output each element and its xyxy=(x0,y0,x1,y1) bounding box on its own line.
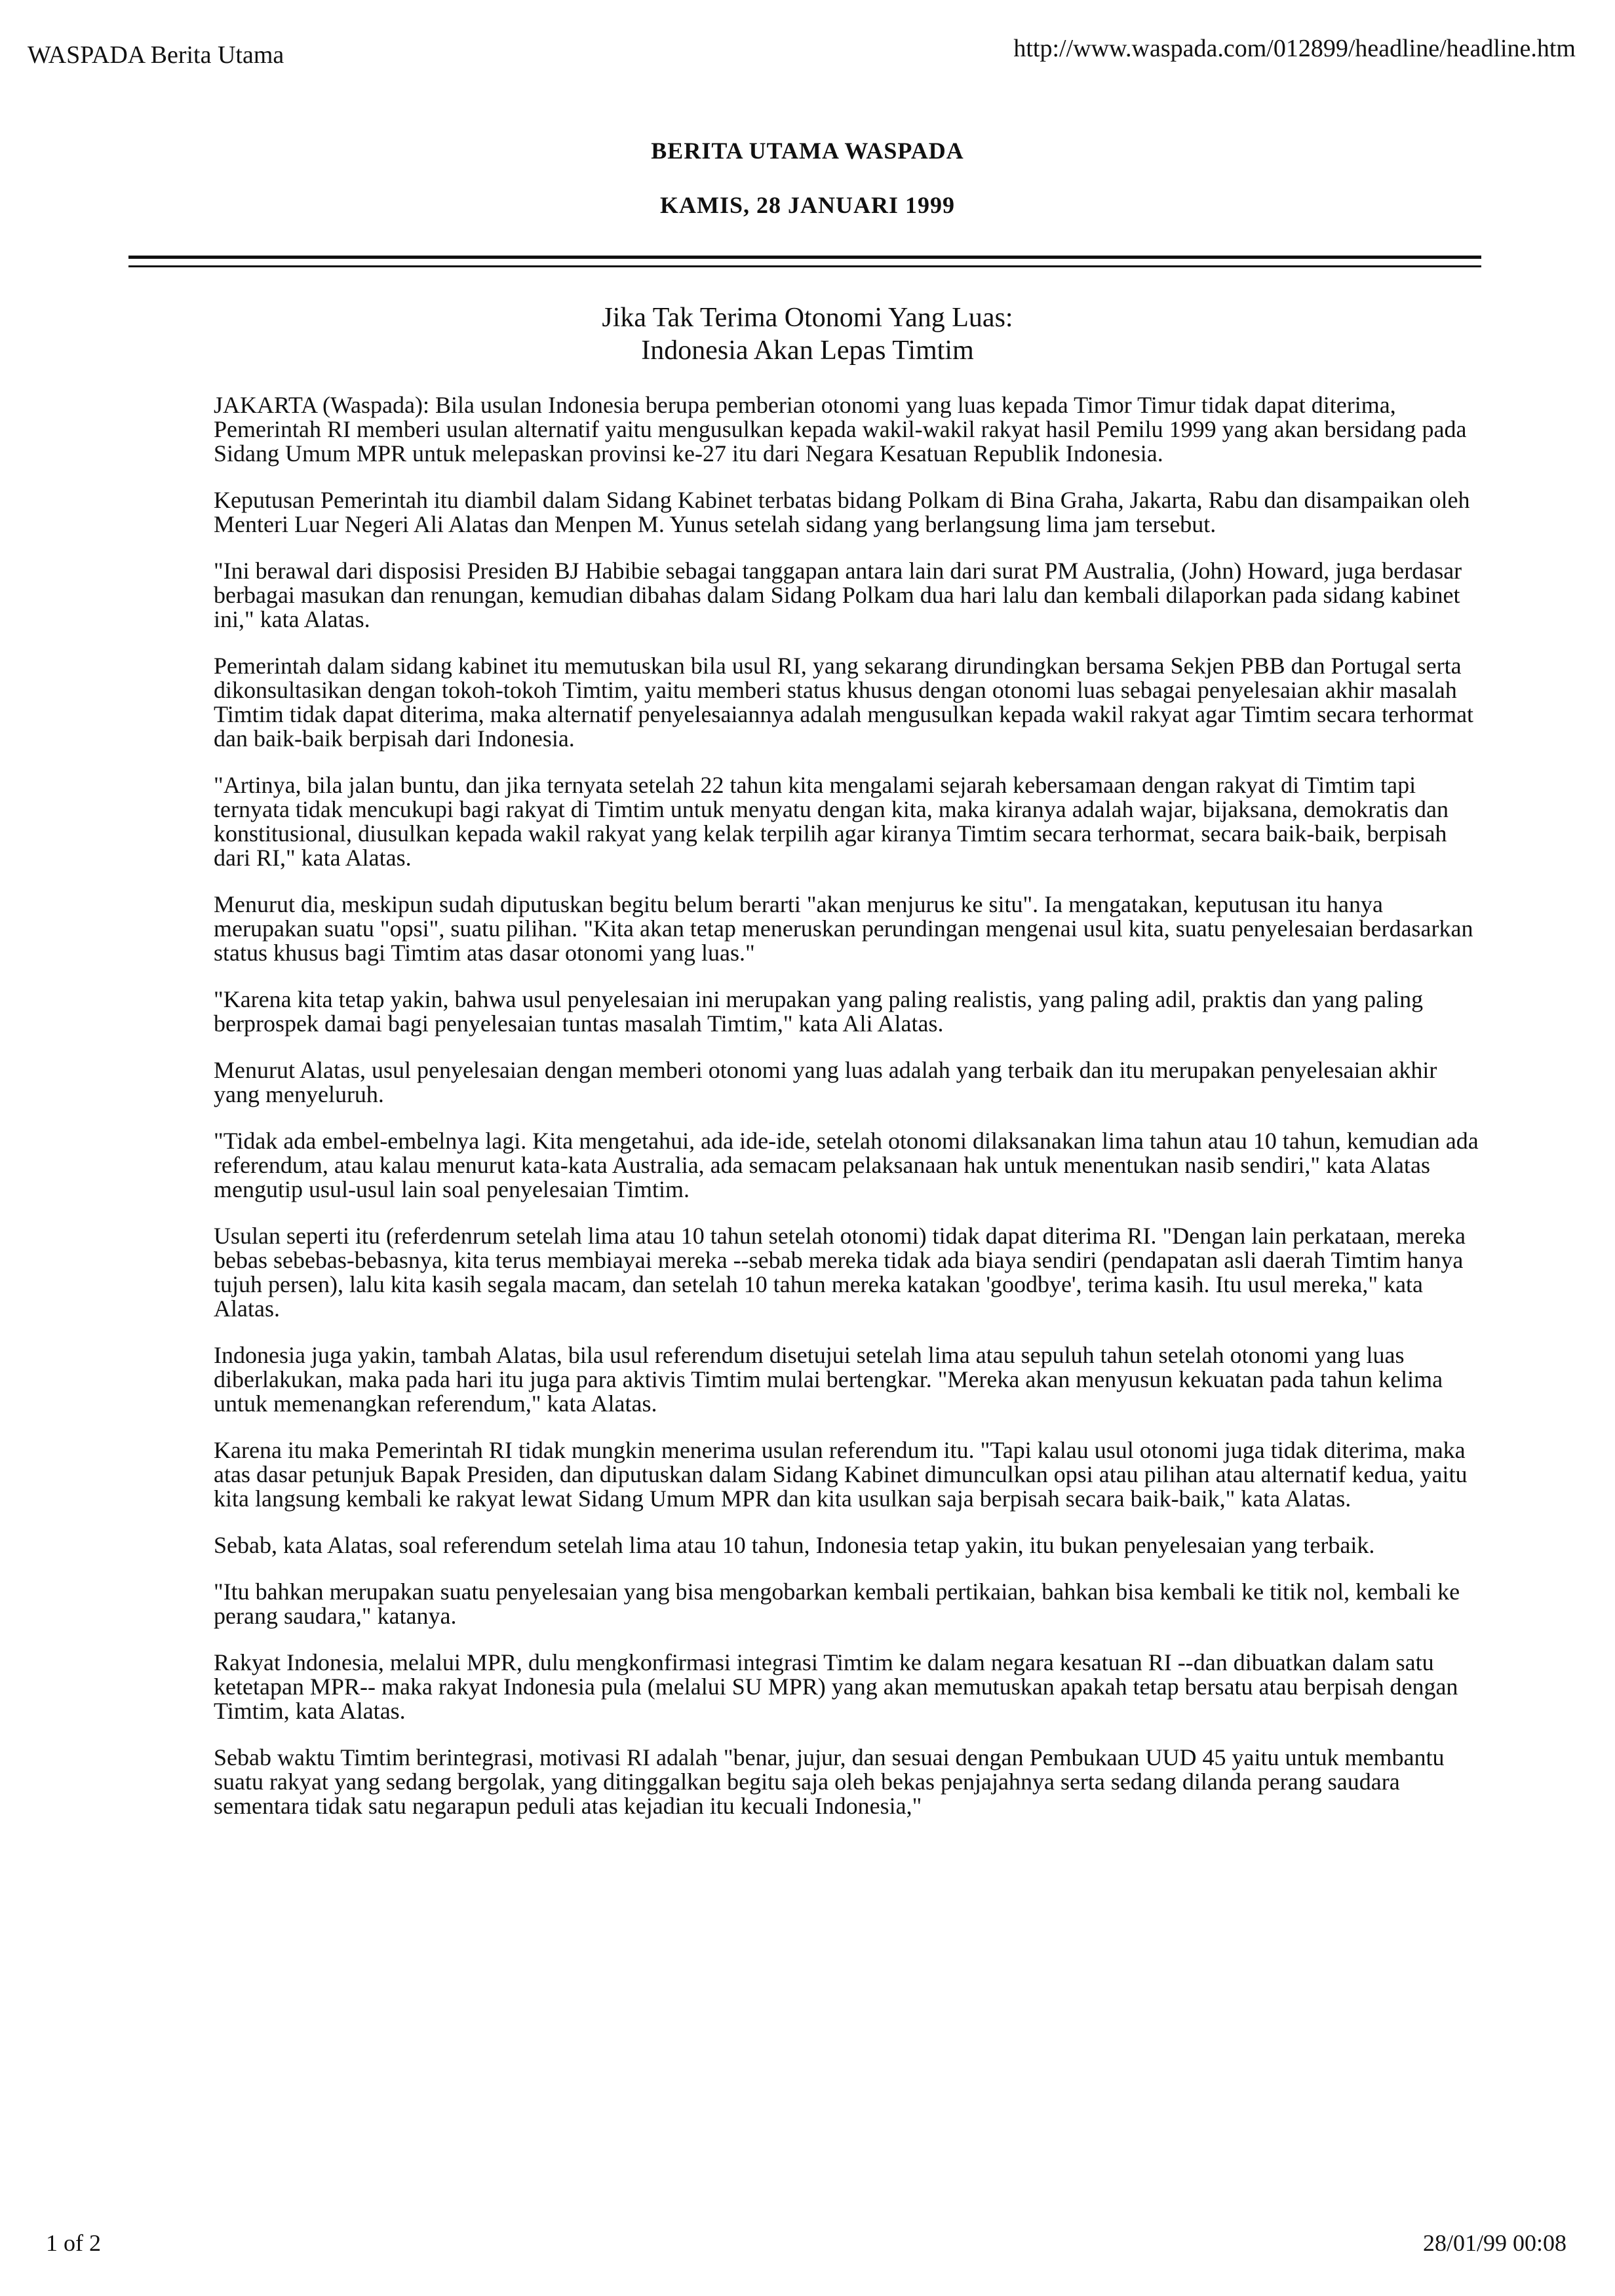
article-paragraph: Sebab waktu Timtim berintegrasi, motivasi RI adalah "benar, jujur, dan sesuai dengan Pembukaan UUD 45 yaitu untuk membantu suatu rakyat yang sedang bergolak, yang ditinggalkan begitu saja oleh bekas penjajahnya serta sedang dilanda perang saudara sementara tidak satu negarapun peduli atas kejadian itu kecuali Indonesia," xyxy=(214,1744,1445,1819)
article-paragraph: "Tidak ada embel-embelnya lagi. Kita mengetahui, ada ide-ide, setelah otonomi dilaksanakan lima tahun atau 10 tahun, kemudian ada referendum, atau kalau menurut kata-kata Australia, ada semacam pelaksanaan hak untuk menentukan nasib sendiri," kata Alatas mengutip usul-usul lain soal penyelesaian Timtim. xyxy=(214,1128,1479,1202)
article-body xyxy=(214,393,1479,1841)
headline-line-1: Jika Tak Terima Otonomi Yang Luas: xyxy=(602,303,1013,333)
article-paragraph: Menurut dia, meskipun sudah diputuskan begitu belum berarti "akan menjurus ke situ". Ia mengatakan, keputusan itu hanya merupakan suatu "opsi", suatu pilihan. "Kita akan tetap meneruskan perundingan mengenai usul kita, suatu penyelesaian berdasarkan status khusus bagi Timtim atas dasar otonomi yang luas." xyxy=(214,891,1473,966)
print-timestamp: 28/01/99 00:08 xyxy=(1422,2230,1566,2256)
article-paragraph: "Karena kita tetap yakin, bahwa usul penyelesaian ini merupakan yang paling realistis, yang paling adil, praktis dan yang paling berprospek damai bagi penyelesaian tuntas masalah Timtim," kata Ali Alatas. xyxy=(214,986,1424,1037)
article-paragraph: JAKARTA (Waspada): Bila usulan Indonesia berupa pemberian otonomi yang luas kepada Timor Timur tidak dapat diterima, Pemerintah RI memberi usulan alternatif yaitu mengusulkan kepada wakil-wakil rakyat hasil Pemilu 1999 yang akan bersidang pada Sidang Umum MPR untuk melepaskan provinsi ke-27 itu dari Negara Kesatuan Republik Indonesia. xyxy=(214,392,1467,467)
headline-line-2: Indonesia Akan Lepas Timtim xyxy=(641,335,974,366)
print-header-title: WASPADA Berita Utama xyxy=(28,41,284,69)
article-paragraph: Usulan seperti itu (referdenrum setelah lima atau 10 tahun setelah otonomi) tidak dapat diterima RI. "Dengan lain perkataan, mereka bebas sebebas-bebasnya, kita terus membiayai mereka --sebab mereka tidak ada biaya sendiri (pendapatan asli daerah Timtim hanya tujuh persen), lalu kita kasih segala macam, dan setelah 10 tahun mereka katakan 'goodbye', terima kasih. Itu usul mereka," kata Alatas. xyxy=(214,1223,1466,1322)
article-paragraph: Karena itu maka Pemerintah RI tidak mungkin menerima usulan referendum itu. "Tapi kalau usul otonomi juga tidak diterima, maka atas dasar petunjuk Bapak Presiden, dan diputuskan dalam Sidang Kabinet dimunculkan opsi atau pilihan atau alternatif kedua, yaitu kita langsung kembali ke rakyat lewat Sidang Umum MPR dan kita usulkan saja berpisah secara baik-baik," kata Alatas. xyxy=(214,1437,1468,1512)
article-paragraph: Indonesia juga yakin, tambah Alatas, bila usul referendum disetujui setelah lima atau sepuluh tahun setelah otonomi yang luas diberlakukan, maka pada hari itu juga para aktivis Timtim mulai bertengkar. "Mereka akan menyusun kekuatan pada tahun kelima untuk memenangkan referendum," kata Alatas. xyxy=(214,1342,1443,1417)
article-paragraph: "Ini berawal dari disposisi Presiden BJ Habibie sebagai tanggapan antara lain dari surat PM Australia, (John) Howard, juga berdasar berbagai masukan dan renungan, kemudian dibahas dalam Sidang Polkam dua hari lalu dan kembali dilaporkan pada sidang kabinet ini," kata Alatas. xyxy=(214,558,1462,632)
article-paragraph: "Itu bahkan merupakan suatu penyelesaian yang bisa mengobarkan kembali pertikaian, bahkan bisa kembali ke titik nol, kembali ke perang saudara," katanya. xyxy=(214,1578,1460,1629)
page-number: 1 of 2 xyxy=(46,2230,101,2256)
article-paragraph: "Artinya, bila jalan buntu, dan jika ternyata setelah 22 tahun kita mengalami sejarah kebersamaan dengan rakyat di Timtim tapi ternyata tidak mencukupi bagi rakyat di Timtim untuk menyatu dengan kita, maka kiranya adalah wajar, bijaksana, demokratis dan konstitusional, diusulkan kepada wakil rakyat yang kelak terpilih agar kiranya Timtim secara terhormat, secara baik-baik, berpisah dari RI," kata Alatas. xyxy=(214,772,1449,871)
issue-date: KAMIS, 28 JANUARI 1999 xyxy=(659,192,955,218)
article-paragraph: Menurut Alatas, usul penyelesaian dengan memberi otonomi yang luas adalah yang terbaik dan itu merupakan penyelesaian akhir yang menyeluruh. xyxy=(214,1057,1437,1107)
horizontal-rule xyxy=(128,256,1481,267)
article-paragraph: Pemerintah dalam sidang kabinet itu memutuskan bila usul RI, yang sekarang dirundingkan bersama Sekjen PBB dan Portugal serta dikonsultasikan dengan tokoh-tokoh Timtim, yaitu memberi status khusus dengan otonomi luas sebagai penyelesaian akhir masalah Timtim tidak dapat diterima, maka alternatif penyelesaiannya adalah mengusulkan kepada wakil rakyat agar Timtim secara terhormat dan baik-baik berpisah dari Indonesia. xyxy=(214,653,1474,752)
article-paragraph: Rakyat Indonesia, melalui MPR, dulu mengkonfirmasi integrasi Timtim ke dalam negara kesatuan RI --dan dibuatkan dalam satu ketetapan MPR-- maka rakyat Indonesia pula (melalui SU MPR) yang akan memutuskan apakah tetap bersatu atau berpisah dengan Timtim, kata Alatas. xyxy=(214,1649,1458,1724)
print-header-url: http://www.waspada.com/012899/headline/headline.htm xyxy=(1013,35,1576,62)
article-paragraph: Keputusan Pemerintah itu diambil dalam Sidang Kabinet terbatas bidang Polkam di Bina Graha, Jakarta, Rabu dan disampaikan oleh Menteri Luar Negeri Ali Alatas dan Menpen M. Yunus setelah sidang yang berlangsung lima jam tersebut. xyxy=(214,487,1470,537)
article-paragraph: Sebab, kata Alatas, soal referendum setelah lima atau 10 tahun, Indonesia tetap yakin, itu bukan penyelesaian yang terbaik. xyxy=(214,1532,1375,1558)
section-title: BERITA UTAMA WASPADA xyxy=(651,138,964,164)
